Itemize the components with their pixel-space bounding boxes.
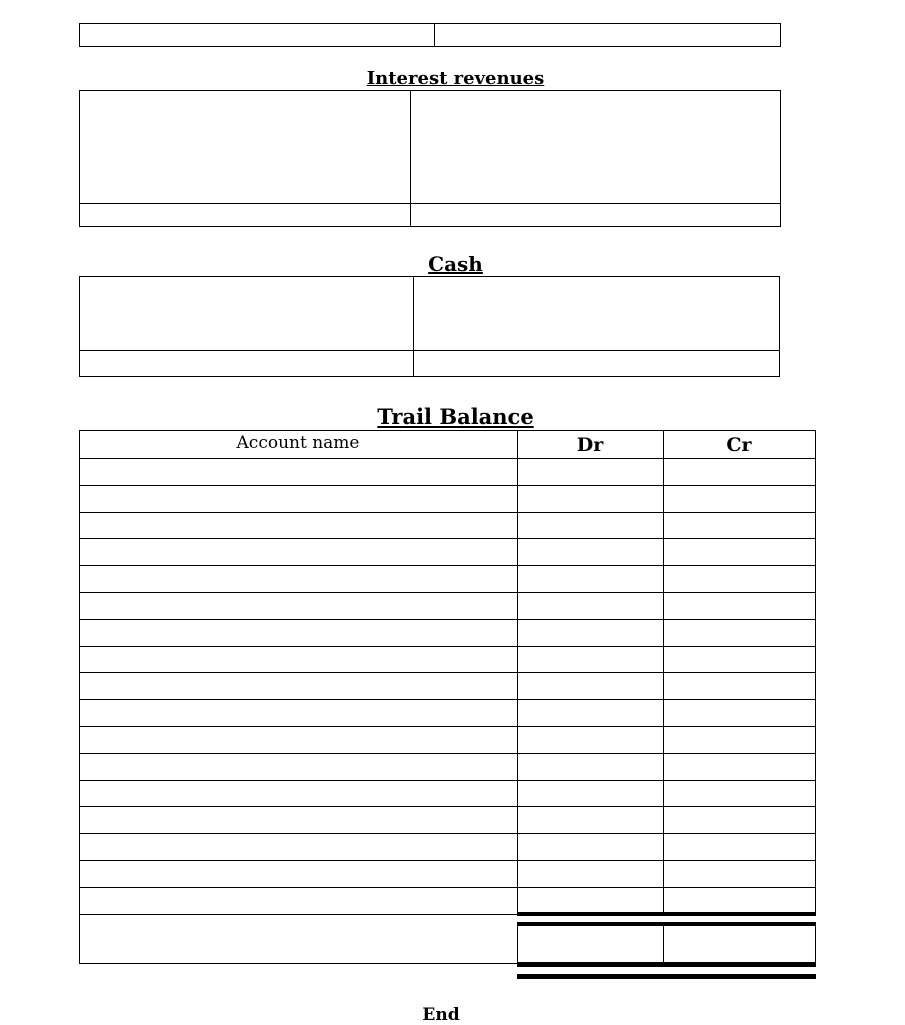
cash-total-line xyxy=(79,350,780,351)
table-row xyxy=(79,699,815,700)
table-row xyxy=(79,833,815,834)
table-row xyxy=(79,565,815,566)
table-row xyxy=(79,619,815,620)
tb-right-border xyxy=(815,430,816,914)
table-row xyxy=(79,860,815,861)
top-taccount-footer-row xyxy=(79,23,781,47)
table-row xyxy=(79,726,815,727)
tb-total-right xyxy=(815,926,816,964)
table-row xyxy=(79,672,815,673)
cr-header: Cr xyxy=(726,434,752,456)
table-row xyxy=(79,512,815,513)
table-row xyxy=(79,592,815,593)
table-row xyxy=(79,887,815,888)
trial-balance-title: Trail Balance xyxy=(377,404,534,429)
cash-title: Cash xyxy=(428,252,483,276)
table-row xyxy=(79,646,815,647)
top-taccount-divider xyxy=(434,23,435,47)
tb-total-double-line-top-2 xyxy=(517,922,816,926)
cash-divider xyxy=(413,276,414,377)
tb-total-cr-divider xyxy=(663,926,664,964)
end-label: End xyxy=(422,1005,460,1025)
table-row xyxy=(79,485,815,486)
tb-total-double-line-bottom-1 xyxy=(517,962,816,967)
interest-revenues-total-line xyxy=(79,203,781,204)
interest-revenues-title: Interest revenues xyxy=(366,68,545,89)
interest-revenues-taccount xyxy=(79,90,781,227)
table-row xyxy=(79,538,815,539)
tb-left-border xyxy=(79,430,80,964)
interest-revenues-divider xyxy=(410,90,411,227)
table-row xyxy=(79,753,815,754)
tb-total-bottom xyxy=(79,963,517,964)
table-row xyxy=(79,806,815,807)
dr-header: Dr xyxy=(576,434,604,456)
table-row xyxy=(79,780,815,781)
tb-total-dr-left xyxy=(517,926,518,964)
tb-total-double-line-top-1 xyxy=(517,912,816,916)
tb-total-double-line-bottom-2 xyxy=(517,974,816,979)
tb-header-line xyxy=(79,458,815,459)
account-name-header: Account name xyxy=(236,433,360,453)
cash-taccount xyxy=(79,276,780,377)
tb-top-border xyxy=(79,430,815,431)
